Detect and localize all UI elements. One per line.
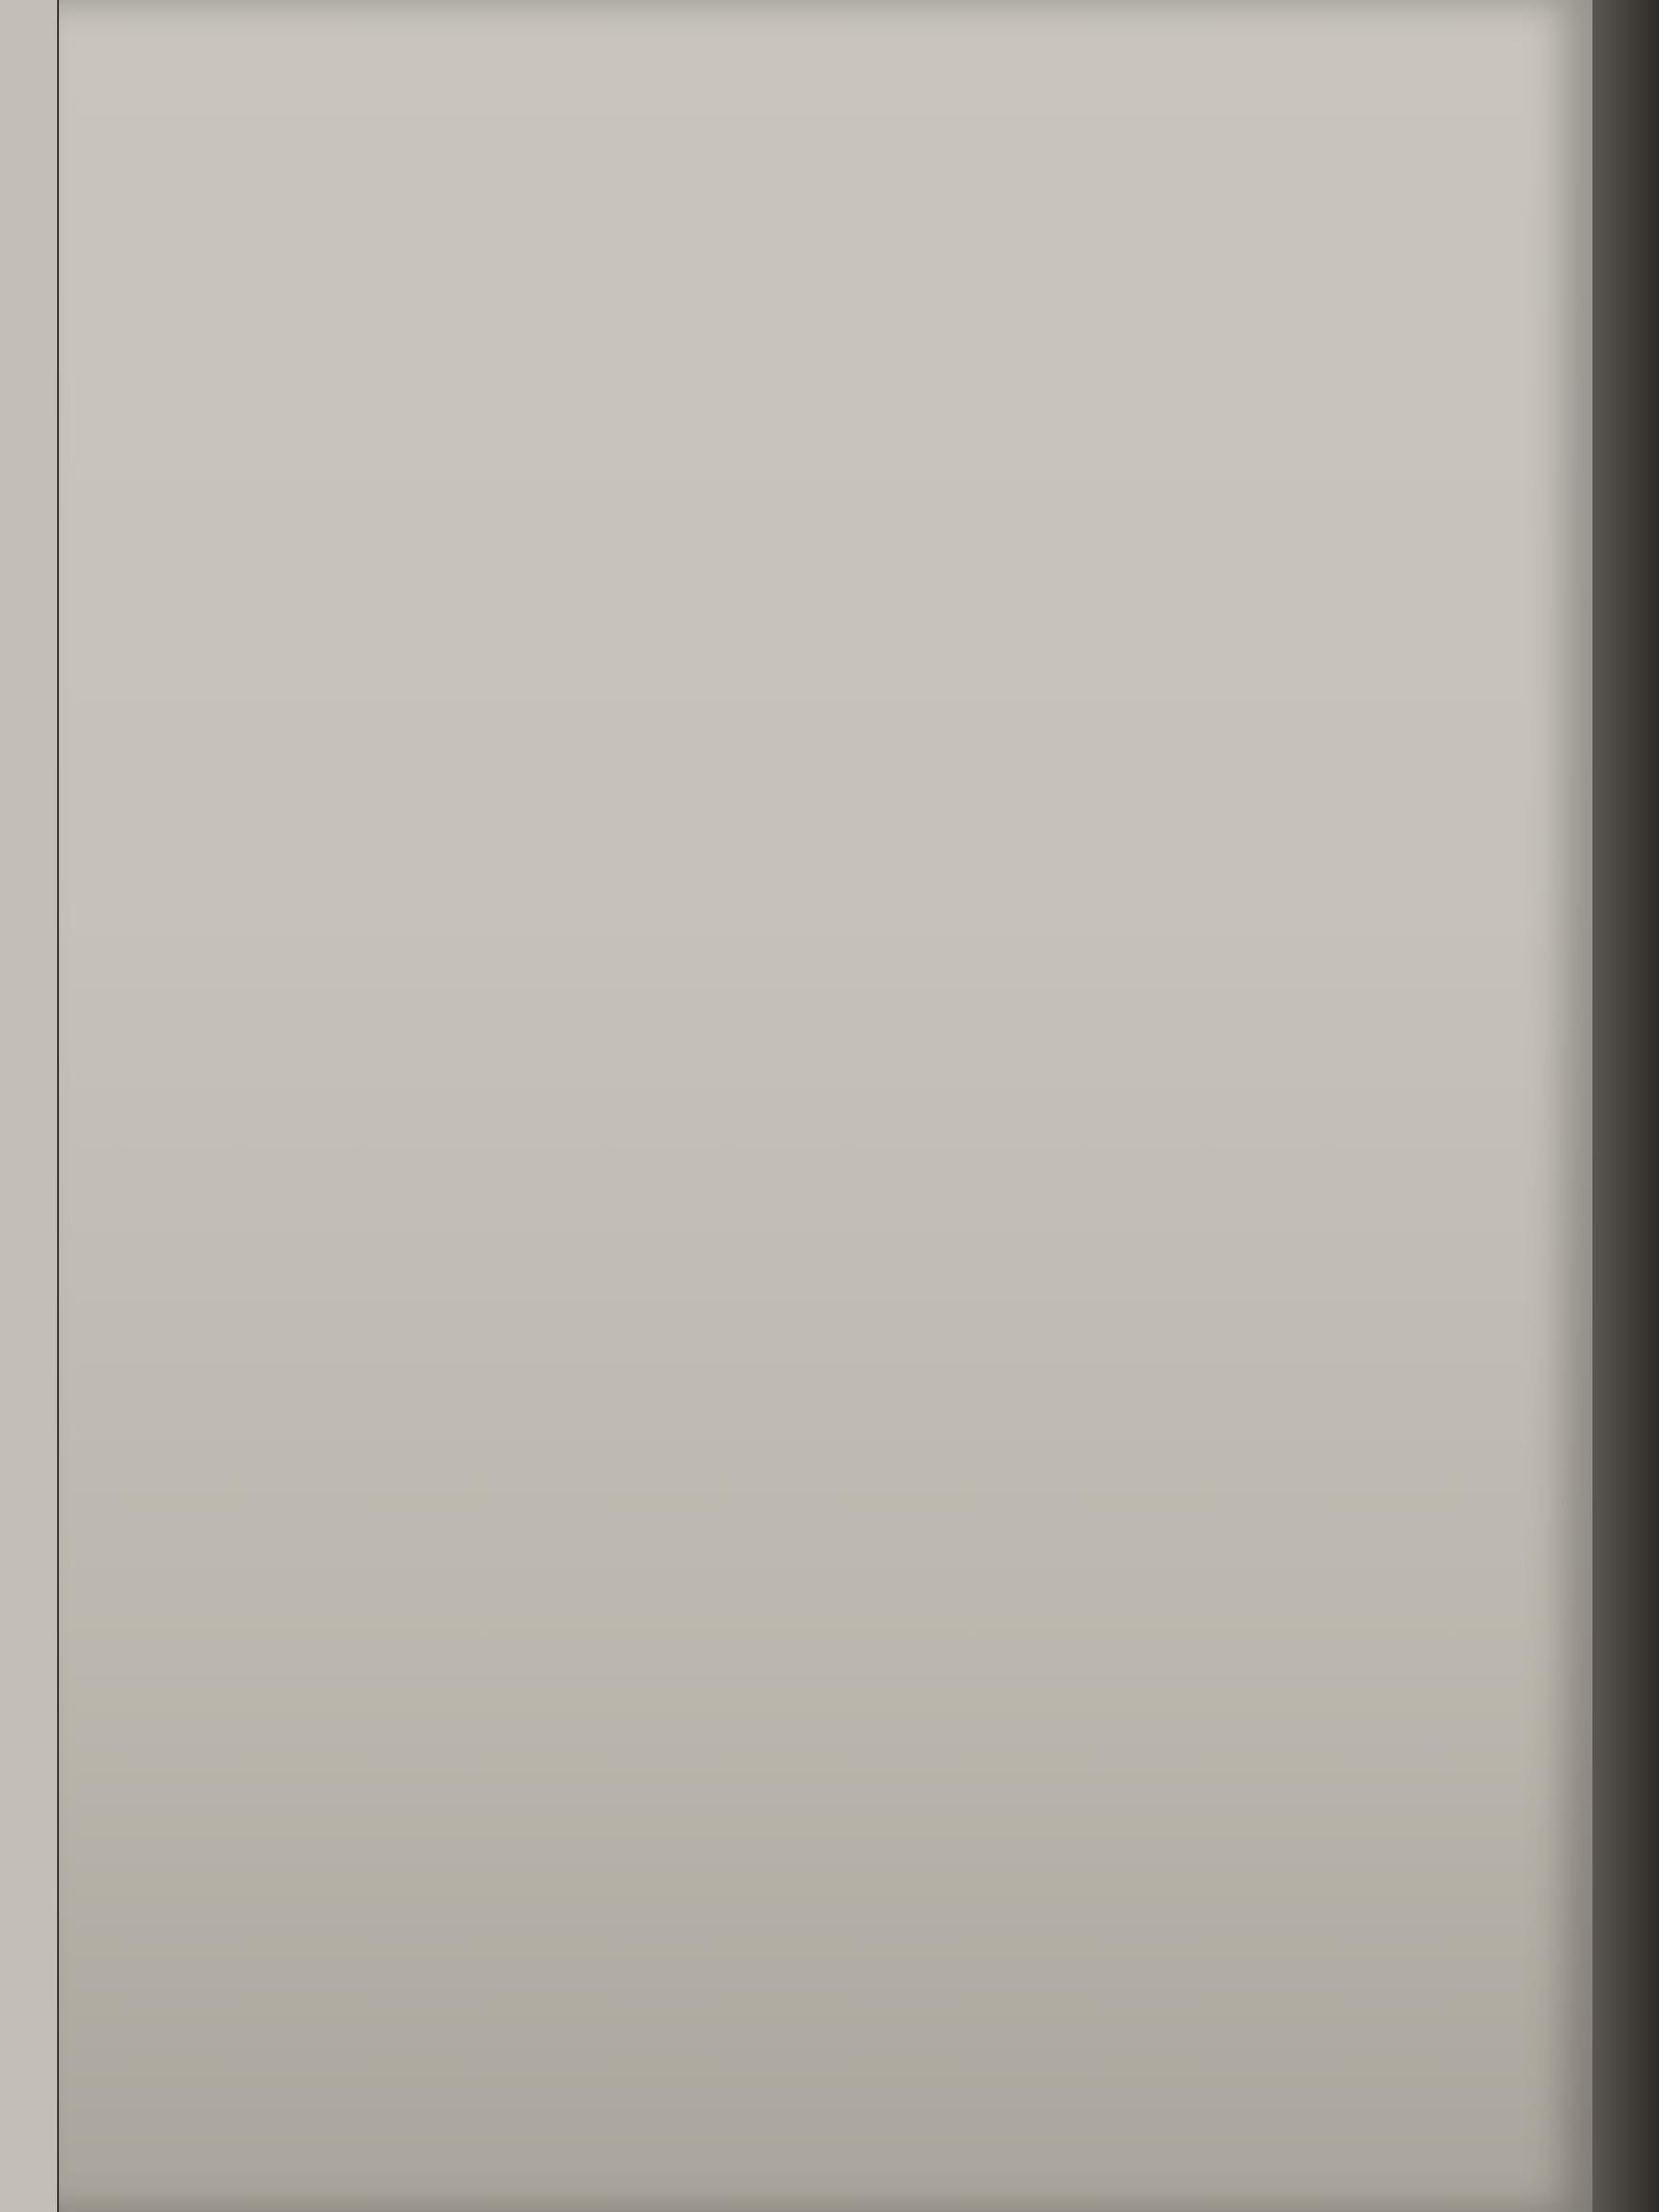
previous-page-column xyxy=(0,0,59,2212)
dictionary-text xyxy=(88,0,1571,8)
book-edge xyxy=(1592,0,1659,2212)
dictionary-page xyxy=(59,0,1592,2212)
